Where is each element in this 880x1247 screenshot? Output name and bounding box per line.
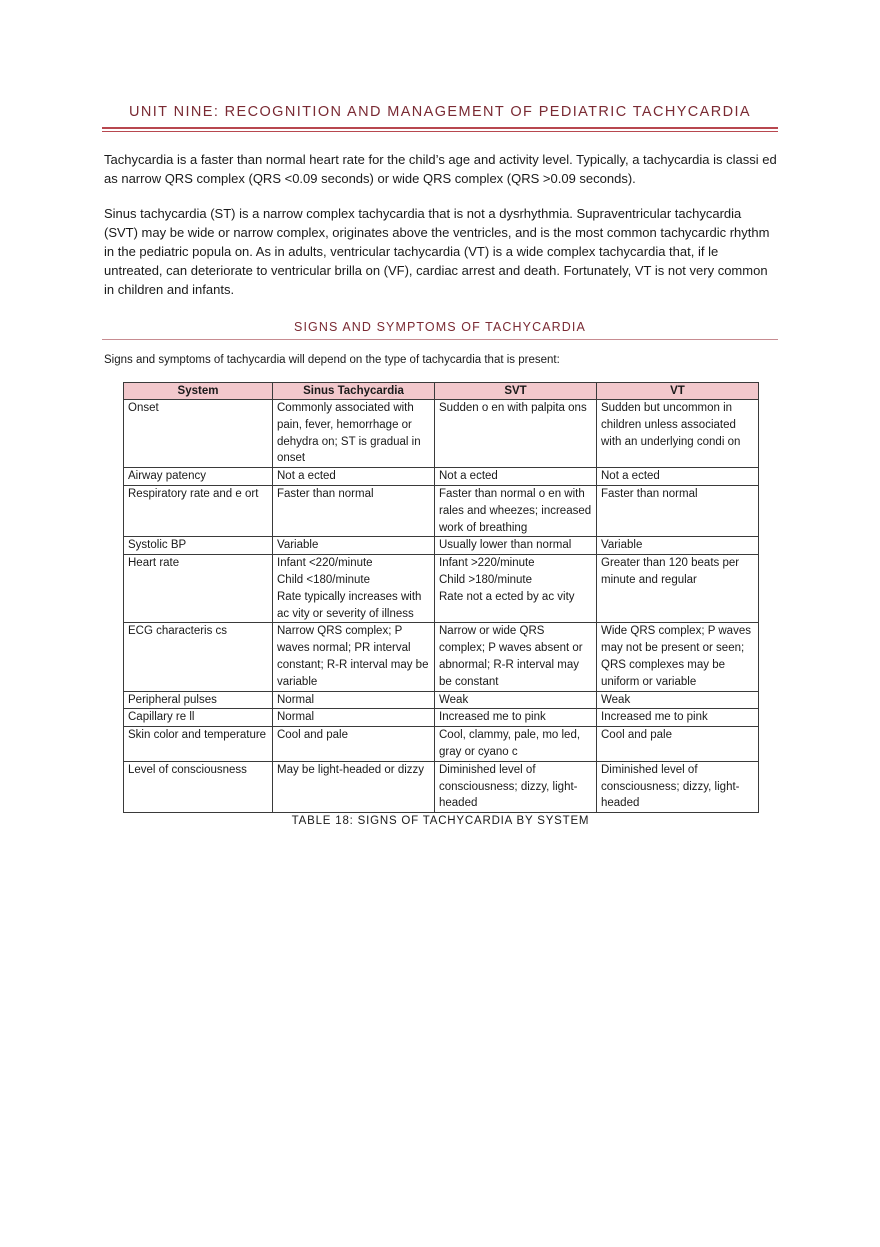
cell-sinus: Cool and pale <box>273 727 435 762</box>
cell-system: Heart rate <box>124 555 273 623</box>
section-divider <box>102 339 778 340</box>
header-system: System <box>124 383 273 400</box>
cell-vt: Wide QRS complex; P waves may not be present or seen; QRS complexes may be uniform or variable <box>597 623 759 691</box>
table-row <box>124 468 759 486</box>
paragraph-definition: Tachycardia is a faster than normal heart rate for the child’s age and activity level. Typically, a tachycardia is classi ed as narrow QRS complex (QRS <0.09 seconds) or wide QRS complex (QRS >0.09 seconds). <box>104 152 777 186</box>
header-sinus-tachycardia: Sinus Tachycardia <box>273 383 435 400</box>
cell-vt: Greater than 120 beats per minute and regular <box>597 555 759 623</box>
cell-system: Airway patency <box>124 468 273 486</box>
table-header-row <box>124 383 759 400</box>
cell-sinus: Faster than normal <box>273 485 435 536</box>
title-divider <box>102 127 778 132</box>
signs-table <box>123 382 759 813</box>
cell-sinus: May be light-headed or dizzy <box>273 761 435 812</box>
cell-vt: Weak <box>597 691 759 709</box>
table-row <box>124 400 759 468</box>
cell-svt: Narrow or wide QRS complex; P waves absent or abnormal; R-R interval may be constant <box>435 623 597 691</box>
cell-system: ECG characteris cs <box>124 623 273 691</box>
cell-sinus: Variable <box>273 537 435 555</box>
cell-sinus: Commonly associated with pain, fever, hemorrhage or dehydra on; ST is gradual in onset <box>273 400 435 468</box>
cell-system: Capillary re ll <box>124 709 273 727</box>
cell-sinus: Normal <box>273 691 435 709</box>
cell-svt: Not a ected <box>435 468 597 486</box>
cell-svt: Faster than normal o en with rales and wheezes; increased work of breathing <box>435 485 597 536</box>
cell-svt: Infant >220/minute Child >180/minute Rate not a ected by ac vity <box>435 555 597 623</box>
cell-system: Onset <box>124 400 273 468</box>
cell-vt: Variable <box>597 537 759 555</box>
header-vt: VT <box>597 383 759 400</box>
table-row <box>124 761 759 812</box>
cell-svt: Cool, clammy, pale, mo led, gray or cyano c <box>435 727 597 762</box>
cell-vt: Diminished level of consciousness; dizzy, light-headed <box>597 761 759 812</box>
cell-sinus: Not a ected <box>273 468 435 486</box>
cell-vt: Sudden but uncommon in children unless associated with an underlying condi on <box>597 400 759 468</box>
table-row <box>124 691 759 709</box>
cell-vt: Cool and pale <box>597 727 759 762</box>
cell-system: Systolic BP <box>124 537 273 555</box>
table-row <box>124 727 759 762</box>
cell-svt: Diminished level of consciousness; dizzy, light-headed <box>435 761 597 812</box>
cell-sinus: Narrow QRS complex; P waves normal; PR interval constant; R-R interval may be variable <box>273 623 435 691</box>
cell-svt: Sudden o en with palpita ons <box>435 400 597 468</box>
cell-system: Skin color and temperature <box>124 727 273 762</box>
cell-vt: Increased me to pink <box>597 709 759 727</box>
cell-svt: Increased me to pink <box>435 709 597 727</box>
cell-svt: Weak <box>435 691 597 709</box>
cell-sinus: Infant <220/minute Child <180/minute Rate typically increases with ac vity or severity of illness <box>273 555 435 623</box>
unit-title: UNIT NINE: RECOGNITION AND MANAGEMENT OF PEDIATRIC TACHYCARDIA <box>128 104 751 120</box>
paragraph-types: Sinus tachycardia (ST) is a narrow complex tachycardia that is not a dysrhythmia. Supraventricular tachycardia (SVT) may be wide or narrow complex, originates above the ventricles, and is the most common tachycardic rhythm in the pediatric popula on. As in adults, ventricular tachycardia (VT) is a wide complex tachycardia that, if le untreated, can deteriorate to ventricular brilla on (VF), cardiac arrest and death. Fortunately, VT is not very common in children and infants. <box>104 206 770 297</box>
table-row <box>124 555 759 623</box>
cell-vt: Not a ected <box>597 468 759 486</box>
header-svt: SVT <box>435 383 597 400</box>
table-row <box>124 709 759 727</box>
table-caption: TABLE 18: SIGNS OF TACHYCARDIA BY SYSTEM <box>291 815 590 827</box>
table-intro: Signs and symptoms of tachycardia will depend on the type of tachycardia that is present: <box>104 354 560 366</box>
cell-vt: Faster than normal <box>597 485 759 536</box>
table-row <box>124 537 759 555</box>
cell-system: Peripheral pulses <box>124 691 273 709</box>
cell-svt: Usually lower than normal <box>435 537 597 555</box>
cell-sinus: Normal <box>273 709 435 727</box>
table-row <box>124 485 759 536</box>
table-row <box>124 623 759 691</box>
cell-system: Respiratory rate and e ort <box>124 485 273 536</box>
section-title: SIGNS AND SYMPTOMS OF TACHYCARDIA <box>294 320 586 334</box>
cell-system: Level of consciousness <box>124 761 273 812</box>
